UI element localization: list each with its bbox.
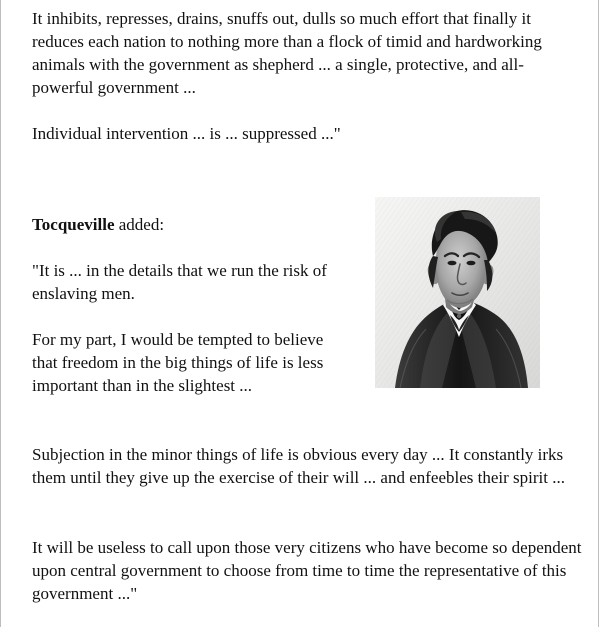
- details-quote-paragraph: "It is ... in the details that we run the risk of enslaving men.: [32, 261, 327, 303]
- useless-quote-paragraph: It will be useless to call upon those very citizens who have become so dependent upon central government to choose from time to time the representative of this government ...": [32, 538, 582, 603]
- author-name: Tocqueville: [32, 215, 115, 234]
- subjection-quote-paragraph: Subjection in the minor things of life is obvious every day ... It constantly irks them until they give up the exercise of their will ... and enfeebles their spirit ...: [32, 445, 565, 487]
- quote-top-paragraph: It inhibits, represses, drains, snuffs out, dulls so much effort that finally it reduces each nation to nothing more than a flock of timid and hardworking animals with the government as shepherd ... a single, protective, and all-powerful government ...: [32, 9, 542, 97]
- individual-intervention-line: Individual intervention ... is ... suppressed ...": [32, 124, 341, 143]
- added-text: added:: [114, 215, 165, 234]
- tocqueville-added-line: [32, 213, 352, 236]
- tocqueville-portrait-image: [375, 197, 540, 388]
- freedom-quote-paragraph: For my part, I would be tempted to believe that freedom in the big things of life is less important than in the slightest ...: [32, 330, 324, 395]
